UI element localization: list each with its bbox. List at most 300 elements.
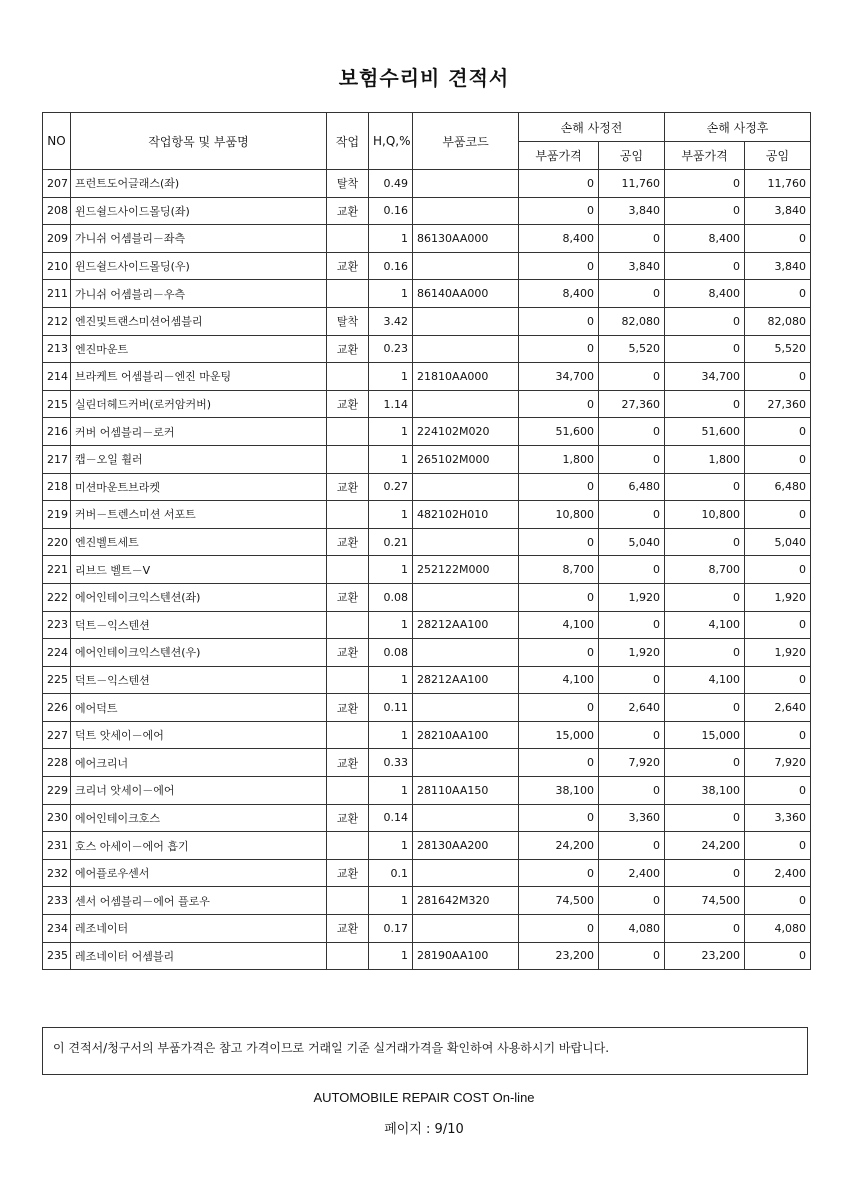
- row-part-code: [413, 694, 519, 722]
- row-work-type: [327, 363, 369, 391]
- row-part-code: [413, 197, 519, 225]
- row-no: 213: [43, 335, 71, 363]
- header-after-labor: 공임: [745, 142, 811, 170]
- row-before-labor: 0: [599, 501, 665, 529]
- row-after-labor: 1,920: [745, 583, 811, 611]
- row-no: 210: [43, 252, 71, 280]
- table-row: [43, 225, 811, 253]
- row-work-type: [327, 777, 369, 805]
- row-work-type: [327, 225, 369, 253]
- row-part-code: 28110AA150: [413, 777, 519, 805]
- row-no: 235: [43, 942, 71, 970]
- row-before-part-price: 0: [519, 252, 599, 280]
- row-work-type: [327, 611, 369, 639]
- row-no: 214: [43, 363, 71, 391]
- row-item-name: 레조네이터: [71, 915, 327, 943]
- row-before-part-price: 0: [519, 390, 599, 418]
- table-row: [43, 501, 811, 529]
- row-hq: 0.08: [369, 639, 413, 667]
- row-before-part-price: 15,000: [519, 721, 599, 749]
- row-after-part-price: 0: [665, 915, 745, 943]
- row-no: 220: [43, 528, 71, 556]
- row-no: 228: [43, 749, 71, 777]
- row-after-labor: 5,040: [745, 528, 811, 556]
- table-row: [43, 252, 811, 280]
- row-no: 230: [43, 804, 71, 832]
- row-after-labor: 0: [745, 418, 811, 446]
- row-before-part-price: 8,400: [519, 280, 599, 308]
- row-item-name: 레조네이터 어셈블리: [71, 942, 327, 970]
- row-after-labor: 11,760: [745, 170, 811, 198]
- row-before-labor: 0: [599, 556, 665, 584]
- table-row: [43, 528, 811, 556]
- table-row: [43, 473, 811, 501]
- row-before-labor: 0: [599, 666, 665, 694]
- row-hq: 0.1: [369, 859, 413, 887]
- row-after-labor: 0: [745, 363, 811, 391]
- row-after-part-price: 1,800: [665, 445, 745, 473]
- row-part-code: 28190AA100: [413, 942, 519, 970]
- row-after-labor: 0: [745, 280, 811, 308]
- row-item-name: 엔진및트랜스미션어셈블리: [71, 307, 327, 335]
- row-after-labor: 3,840: [745, 252, 811, 280]
- row-item-name: 미션마운트브라켓: [71, 473, 327, 501]
- row-before-part-price: 0: [519, 473, 599, 501]
- row-after-part-price: 0: [665, 335, 745, 363]
- row-hq: 1: [369, 501, 413, 529]
- row-before-labor: 5,040: [599, 528, 665, 556]
- table-row: [43, 418, 811, 446]
- row-work-type: 교환: [327, 694, 369, 722]
- row-item-name: 커버 어셈블리－로커: [71, 418, 327, 446]
- footer-brand: AUTOMOBILE REPAIR COST On-line: [313, 1090, 535, 1105]
- row-after-labor: 5,520: [745, 335, 811, 363]
- row-no: 209: [43, 225, 71, 253]
- row-work-type: 교환: [327, 915, 369, 943]
- row-work-type: [327, 721, 369, 749]
- row-no: 224: [43, 639, 71, 667]
- row-part-code: 224102M020: [413, 418, 519, 446]
- row-after-part-price: 10,800: [665, 501, 745, 529]
- row-before-labor: 0: [599, 832, 665, 860]
- row-before-labor: 0: [599, 942, 665, 970]
- row-part-code: 482102H010: [413, 501, 519, 529]
- table-row: [43, 666, 811, 694]
- table-row: [43, 335, 811, 363]
- row-no: 212: [43, 307, 71, 335]
- row-after-labor: 0: [745, 777, 811, 805]
- table-row: [43, 390, 811, 418]
- row-after-part-price: 0: [665, 639, 745, 667]
- row-work-type: [327, 556, 369, 584]
- row-no: 215: [43, 390, 71, 418]
- row-work-type: 탈착: [327, 307, 369, 335]
- row-no: 233: [43, 887, 71, 915]
- row-work-type: [327, 666, 369, 694]
- row-after-labor: 3,360: [745, 804, 811, 832]
- row-before-labor: 3,360: [599, 804, 665, 832]
- row-no: 232: [43, 859, 71, 887]
- row-item-name: 크리너 앗세이－에어: [71, 777, 327, 805]
- row-part-code: [413, 915, 519, 943]
- table-row: [43, 859, 811, 887]
- row-before-part-price: 8,400: [519, 225, 599, 253]
- row-item-name: 커버－트렌스미션 서포트: [71, 501, 327, 529]
- row-hq: 1: [369, 721, 413, 749]
- row-part-code: [413, 583, 519, 611]
- table-row: [43, 942, 811, 970]
- table-row: [43, 721, 811, 749]
- row-work-type: [327, 445, 369, 473]
- row-work-type: 교환: [327, 390, 369, 418]
- row-after-labor: 0: [745, 721, 811, 749]
- row-after-part-price: 0: [665, 583, 745, 611]
- table-row: [43, 777, 811, 805]
- row-before-labor: 2,400: [599, 859, 665, 887]
- row-hq: 1: [369, 445, 413, 473]
- row-hq: 1: [369, 363, 413, 391]
- row-work-type: 교환: [327, 749, 369, 777]
- row-before-part-price: 0: [519, 528, 599, 556]
- row-part-code: [413, 307, 519, 335]
- row-before-part-price: 0: [519, 197, 599, 225]
- row-after-labor: 6,480: [745, 473, 811, 501]
- row-hq: 1: [369, 611, 413, 639]
- row-after-part-price: 8,700: [665, 556, 745, 584]
- row-before-part-price: 0: [519, 307, 599, 335]
- row-before-labor: 5,520: [599, 335, 665, 363]
- row-before-part-price: 0: [519, 335, 599, 363]
- row-hq: 1: [369, 777, 413, 805]
- row-no: 223: [43, 611, 71, 639]
- table-row: [43, 694, 811, 722]
- row-work-type: 교환: [327, 583, 369, 611]
- row-no: 231: [43, 832, 71, 860]
- row-after-part-price: 8,400: [665, 225, 745, 253]
- row-before-part-price: 24,200: [519, 832, 599, 860]
- row-part-code: [413, 804, 519, 832]
- row-after-labor: 27,360: [745, 390, 811, 418]
- row-before-part-price: 0: [519, 170, 599, 198]
- row-item-name: 실린더헤드커버(로커암커버): [71, 390, 327, 418]
- row-after-part-price: 0: [665, 170, 745, 198]
- row-after-part-price: 0: [665, 694, 745, 722]
- table-row: [43, 280, 811, 308]
- row-after-part-price: 4,100: [665, 611, 745, 639]
- row-before-labor: 0: [599, 777, 665, 805]
- row-before-labor: 2,640: [599, 694, 665, 722]
- row-no: 219: [43, 501, 71, 529]
- row-item-name: 프런트도어글래스(좌): [71, 170, 327, 198]
- table-row: [43, 749, 811, 777]
- header-before-part-price: 부품가격: [519, 142, 599, 170]
- row-work-type: [327, 418, 369, 446]
- row-after-labor: 0: [745, 942, 811, 970]
- row-part-code: [413, 528, 519, 556]
- row-after-part-price: 0: [665, 307, 745, 335]
- row-after-part-price: 8,400: [665, 280, 745, 308]
- row-after-labor: 2,640: [745, 694, 811, 722]
- document-title: 보험수리비 견적서: [338, 66, 510, 90]
- row-before-labor: 3,840: [599, 197, 665, 225]
- row-no: 227: [43, 721, 71, 749]
- row-item-name: 에어인테이크익스텐션(좌): [71, 583, 327, 611]
- row-before-labor: 0: [599, 418, 665, 446]
- row-before-part-price: 0: [519, 859, 599, 887]
- row-after-part-price: 0: [665, 252, 745, 280]
- row-before-labor: 0: [599, 280, 665, 308]
- row-after-part-price: 0: [665, 749, 745, 777]
- row-no: 221: [43, 556, 71, 584]
- row-before-part-price: 0: [519, 694, 599, 722]
- row-after-labor: 0: [745, 887, 811, 915]
- row-work-type: 교환: [327, 859, 369, 887]
- row-before-part-price: 10,800: [519, 501, 599, 529]
- header-part-code: 부품코드: [413, 113, 519, 170]
- row-after-labor: 7,920: [745, 749, 811, 777]
- header-work: 작업: [327, 113, 369, 170]
- estimate-table: [42, 112, 811, 970]
- notice-box: 이 견적서/청구서의 부품가격은 참고 가격이므로 거래일 기준 실거래가격을 확인하여 사용하시기 바랍니다.: [42, 1027, 808, 1075]
- row-hq: 0.21: [369, 528, 413, 556]
- row-after-labor: 82,080: [745, 307, 811, 335]
- table-row: [43, 639, 811, 667]
- row-after-labor: 0: [745, 666, 811, 694]
- row-no: 218: [43, 473, 71, 501]
- row-work-type: [327, 280, 369, 308]
- row-part-code: 265102M000: [413, 445, 519, 473]
- row-no: 229: [43, 777, 71, 805]
- row-part-code: [413, 252, 519, 280]
- row-after-labor: 2,400: [745, 859, 811, 887]
- table-row: [43, 583, 811, 611]
- row-before-labor: 0: [599, 887, 665, 915]
- row-work-type: [327, 501, 369, 529]
- row-before-part-price: 0: [519, 804, 599, 832]
- row-work-type: [327, 832, 369, 860]
- row-after-labor: 0: [745, 556, 811, 584]
- header-item: 작업항목 및 부품명: [71, 113, 327, 170]
- row-hq: 1: [369, 556, 413, 584]
- row-item-name: 덕트－익스텐션: [71, 666, 327, 694]
- row-item-name: 브라케트 어셈블리－엔진 마운팅: [71, 363, 327, 391]
- row-before-labor: 0: [599, 225, 665, 253]
- row-before-part-price: 34,700: [519, 363, 599, 391]
- row-after-part-price: 0: [665, 528, 745, 556]
- row-after-part-price: 34,700: [665, 363, 745, 391]
- row-after-part-price: 24,200: [665, 832, 745, 860]
- row-work-type: [327, 887, 369, 915]
- row-item-name: 캡－오일 휠러: [71, 445, 327, 473]
- row-part-code: 281642M320: [413, 887, 519, 915]
- row-hq: 1: [369, 225, 413, 253]
- row-before-labor: 0: [599, 363, 665, 391]
- row-part-code: [413, 170, 519, 198]
- row-hq: 0.16: [369, 197, 413, 225]
- row-hq: 1: [369, 666, 413, 694]
- row-part-code: 28130AA200: [413, 832, 519, 860]
- row-hq: 1: [369, 280, 413, 308]
- table-row: [43, 887, 811, 915]
- row-before-part-price: 0: [519, 639, 599, 667]
- row-after-part-price: 15,000: [665, 721, 745, 749]
- row-no: 211: [43, 280, 71, 308]
- row-item-name: 에어인테이크호스: [71, 804, 327, 832]
- row-hq: 3.42: [369, 307, 413, 335]
- row-after-part-price: 38,100: [665, 777, 745, 805]
- row-no: 222: [43, 583, 71, 611]
- row-part-code: [413, 859, 519, 887]
- row-before-part-price: 4,100: [519, 666, 599, 694]
- row-after-part-price: 23,200: [665, 942, 745, 970]
- row-before-labor: 11,760: [599, 170, 665, 198]
- table-row: [43, 611, 811, 639]
- table-row: [43, 804, 811, 832]
- row-item-name: 에어인테이크익스텐션(우): [71, 639, 327, 667]
- row-part-code: [413, 390, 519, 418]
- row-work-type: 교환: [327, 473, 369, 501]
- row-hq: 1: [369, 832, 413, 860]
- row-work-type: 교환: [327, 528, 369, 556]
- row-after-part-price: 74,500: [665, 887, 745, 915]
- row-no: 216: [43, 418, 71, 446]
- row-after-part-price: 51,600: [665, 418, 745, 446]
- table-row: [43, 915, 811, 943]
- row-item-name: 가니쉬 어셈블리－좌측: [71, 225, 327, 253]
- row-no: 217: [43, 445, 71, 473]
- row-work-type: 교환: [327, 252, 369, 280]
- table-row: [43, 197, 811, 225]
- row-item-name: 호스 아세이－에어 흡기: [71, 832, 327, 860]
- row-hq: 1: [369, 887, 413, 915]
- row-part-code: 252122M000: [413, 556, 519, 584]
- row-hq: 0.11: [369, 694, 413, 722]
- row-before-part-price: 8,700: [519, 556, 599, 584]
- row-before-part-price: 23,200: [519, 942, 599, 970]
- row-before-labor: 1,920: [599, 583, 665, 611]
- row-item-name: 에어크리너: [71, 749, 327, 777]
- row-after-labor: 4,080: [745, 915, 811, 943]
- row-work-type: 교환: [327, 639, 369, 667]
- row-before-labor: 0: [599, 611, 665, 639]
- row-hq: 1: [369, 942, 413, 970]
- row-after-labor: 0: [745, 445, 811, 473]
- row-hq: 1: [369, 418, 413, 446]
- row-before-part-price: 51,600: [519, 418, 599, 446]
- page-number: 페이지 : 9/10: [384, 1122, 464, 1137]
- header-after-part-price: 부품가격: [665, 142, 745, 170]
- row-part-code: 28212AA100: [413, 611, 519, 639]
- row-before-labor: 0: [599, 445, 665, 473]
- row-after-labor: 1,920: [745, 639, 811, 667]
- row-part-code: [413, 335, 519, 363]
- row-part-code: 86130AA000: [413, 225, 519, 253]
- row-hq: 1.14: [369, 390, 413, 418]
- row-before-labor: 0: [599, 721, 665, 749]
- row-item-name: 엔진벨트세트: [71, 528, 327, 556]
- row-before-labor: 6,480: [599, 473, 665, 501]
- table-row: [43, 556, 811, 584]
- row-before-labor: 82,080: [599, 307, 665, 335]
- table-row: [43, 170, 811, 198]
- table-row: [43, 307, 811, 335]
- row-work-type: 교환: [327, 197, 369, 225]
- row-after-labor: 0: [745, 611, 811, 639]
- row-after-labor: 0: [745, 225, 811, 253]
- row-before-part-price: 0: [519, 583, 599, 611]
- row-work-type: [327, 942, 369, 970]
- row-item-name: 센서 어셈블리－에어 플로우: [71, 887, 327, 915]
- table-row: [43, 445, 811, 473]
- row-item-name: 엔진마운트: [71, 335, 327, 363]
- row-no: 207: [43, 170, 71, 198]
- row-after-part-price: 0: [665, 197, 745, 225]
- row-after-part-price: 0: [665, 390, 745, 418]
- row-no: 225: [43, 666, 71, 694]
- row-item-name: 윈드쉴드사이드몰딩(좌): [71, 197, 327, 225]
- row-after-labor: 0: [745, 501, 811, 529]
- table-row: [43, 832, 811, 860]
- header-no: NO: [43, 113, 71, 170]
- row-after-part-price: 0: [665, 473, 745, 501]
- row-hq: 0.27: [369, 473, 413, 501]
- row-work-type: 탈착: [327, 170, 369, 198]
- row-part-code: [413, 749, 519, 777]
- row-hq: 0.17: [369, 915, 413, 943]
- row-before-labor: 4,080: [599, 915, 665, 943]
- row-item-name: 덕트－익스텐션: [71, 611, 327, 639]
- row-part-code: 21810AA000: [413, 363, 519, 391]
- row-hq: 0.33: [369, 749, 413, 777]
- row-after-part-price: 4,100: [665, 666, 745, 694]
- row-item-name: 에어플로우센서: [71, 859, 327, 887]
- row-item-name: 에어덕트: [71, 694, 327, 722]
- row-part-code: [413, 473, 519, 501]
- row-part-code: 28210AA100: [413, 721, 519, 749]
- row-before-part-price: 0: [519, 749, 599, 777]
- row-after-labor: 0: [745, 832, 811, 860]
- estimate-rows: [43, 170, 811, 970]
- row-work-type: 교환: [327, 335, 369, 363]
- row-before-labor: 27,360: [599, 390, 665, 418]
- row-work-type: 교환: [327, 804, 369, 832]
- row-hq: 0.49: [369, 170, 413, 198]
- row-before-labor: 7,920: [599, 749, 665, 777]
- row-part-code: 86140AA000: [413, 280, 519, 308]
- row-item-name: 가니쉬 어셈블리－우측: [71, 280, 327, 308]
- row-item-name: 덕트 앗세이－에어: [71, 721, 327, 749]
- row-after-labor: 3,840: [745, 197, 811, 225]
- row-after-part-price: 0: [665, 804, 745, 832]
- row-before-part-price: 1,800: [519, 445, 599, 473]
- row-no: 208: [43, 197, 71, 225]
- row-part-code: [413, 639, 519, 667]
- row-item-name: 리브드 벨트－V: [71, 556, 327, 584]
- header-before-assessment: 손해 사정전: [519, 113, 665, 142]
- header-hq: H,Q,%: [369, 113, 413, 170]
- row-hq: 0.08: [369, 583, 413, 611]
- row-before-labor: 1,920: [599, 639, 665, 667]
- row-before-part-price: 4,100: [519, 611, 599, 639]
- row-part-code: 28212AA100: [413, 666, 519, 694]
- table-row: [43, 363, 811, 391]
- row-item-name: 윈드쉴드사이드몰딩(우): [71, 252, 327, 280]
- row-before-part-price: 74,500: [519, 887, 599, 915]
- row-hq: 0.23: [369, 335, 413, 363]
- row-before-part-price: 38,100: [519, 777, 599, 805]
- row-hq: 0.16: [369, 252, 413, 280]
- row-before-part-price: 0: [519, 915, 599, 943]
